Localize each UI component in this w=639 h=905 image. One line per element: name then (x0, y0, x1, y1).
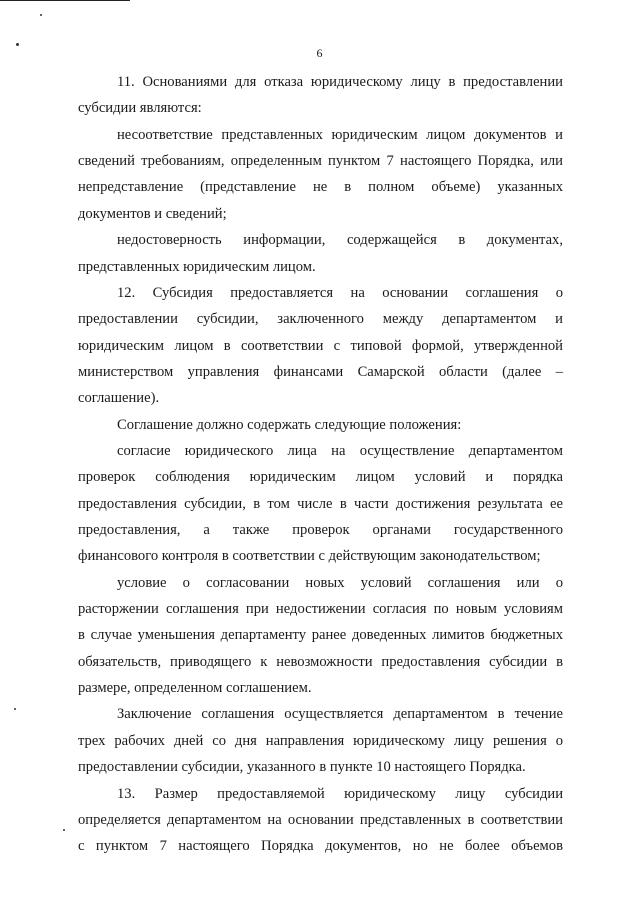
text-line: соглашение). (78, 390, 160, 407)
text-line: 12. Субсидия предоставляется на основании соглашения о (117, 284, 563, 301)
text-line: условие о согласовании новых условий соглашения или о (117, 574, 563, 591)
text-line: определяется департаментом на основании представленных в соответствии (78, 811, 563, 828)
text-line: 11. Основаниями для отказа юридическому лицу в предоставлении (117, 74, 563, 90)
text-line: с пунктом 7 настоящего Порядка документов, но не более объемов (78, 838, 563, 855)
text-line: 13. Размер предоставляемой юридическому лицу субсидии (117, 785, 563, 802)
text-line: юридическим лицом в соответствии с типовой формой, утвержденной (78, 337, 563, 354)
text-line: документов и сведений; (78, 205, 227, 222)
text-line: Заключение соглашения осуществляется департаментом в течение (117, 706, 563, 723)
text-line: несоответствие представленных юридическим лицом документов и (117, 126, 563, 143)
text-line: министерством управления финансами Самарской области (далее – (78, 363, 563, 380)
text-line: обязательств, приводящего к невозможности предоставления субсидии в (78, 653, 563, 670)
text-line: расторжении соглашения при недостижении согласия по новым условиям (78, 601, 563, 617)
text-line: предоставлении субсидии, указанного в пункте 10 настоящего Порядка. (78, 759, 526, 776)
text-line: непредставление (представление не в полном объеме) указанных (78, 179, 563, 196)
text-line: финансового контроля в соответствии с действующим законодательством; (78, 548, 541, 565)
scan-mark (63, 829, 65, 831)
text-line: предоставления субсидии, в том числе в части достижения результата ее (78, 495, 563, 512)
scan-top-rule (0, 0, 130, 1)
text-line: предоставлении субсидии, заключенного между департаментом и (78, 311, 563, 328)
text-line: согласие юридического лица на осуществление департаментом (117, 442, 563, 459)
scan-mark (40, 14, 42, 16)
text-line: размере, определенном соглашением. (78, 680, 312, 697)
text-line: недостоверность информации, содержащейся в документах, (117, 232, 563, 249)
page-number: 6 (316, 46, 323, 60)
text-line: сведений требованиям, определенным пунктом 7 настоящего Порядка, или (78, 153, 563, 170)
scan-mark (14, 708, 16, 710)
text-line: в случае уменьшения департаменту ранее доведенных лимитов бюджетных (78, 627, 563, 644)
text-line: проверок соблюдения юридическим лицом условий и порядка (78, 469, 563, 486)
text-line: представленных юридическим лицом. (78, 258, 316, 275)
text-line: предоставления, а также проверок органами государственного (78, 522, 563, 538)
text-line: Соглашение должно содержать следующие положения: (117, 416, 462, 433)
text-line: трех рабочих дней со дня направления юридическому лицу решения о (78, 732, 563, 749)
text-line: субсидии являются: (78, 100, 202, 117)
